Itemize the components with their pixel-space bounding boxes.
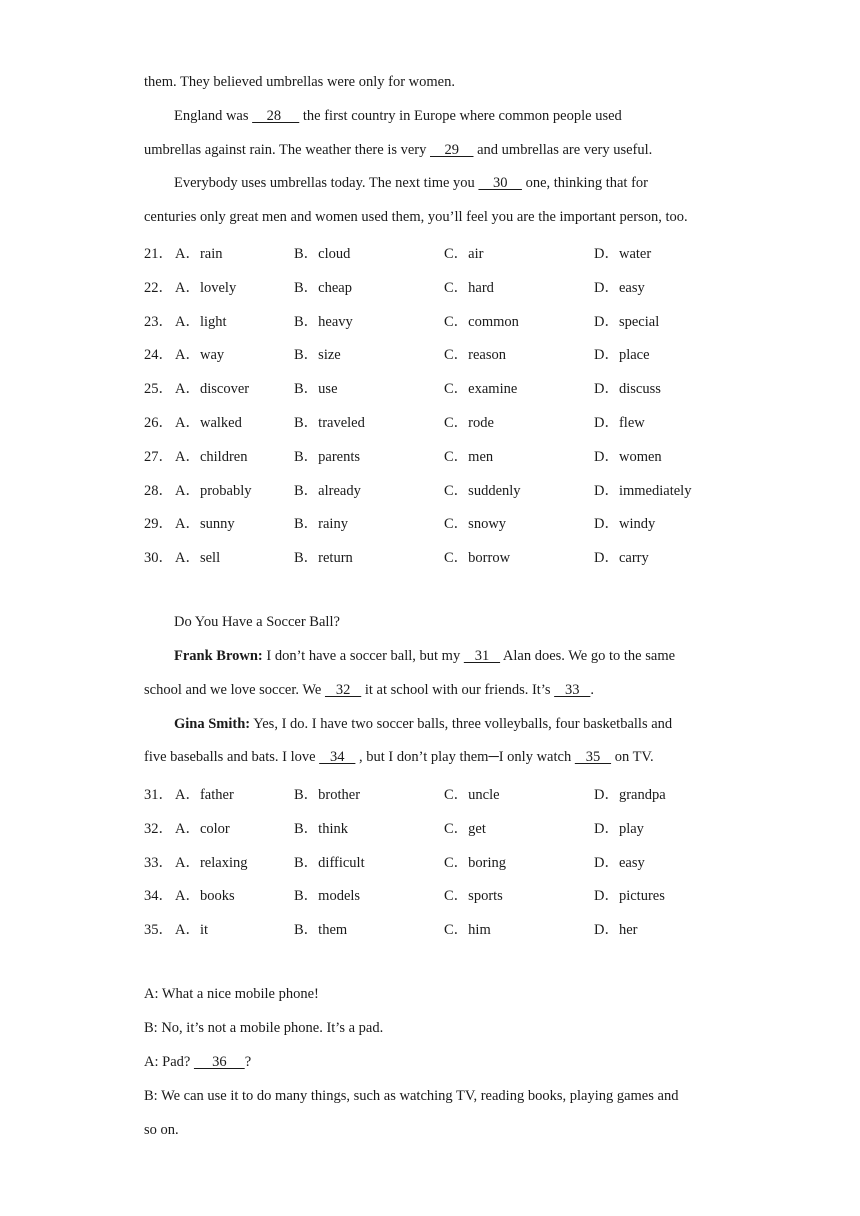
option-c: C．reason bbox=[444, 347, 507, 364]
option-c: C．borrow bbox=[444, 550, 511, 567]
option-d: D．easy bbox=[594, 854, 645, 871]
gina-line1 bbox=[174, 716, 672, 733]
speaker-frank: Frank Brown: bbox=[174, 648, 263, 664]
option-c: C．boring bbox=[444, 854, 507, 871]
option-b: B．models bbox=[294, 888, 361, 905]
option-d: D．grandpa bbox=[594, 787, 666, 803]
question-row bbox=[144, 343, 744, 363]
question-number: 23． bbox=[144, 313, 173, 330]
question-number: 25． bbox=[144, 381, 173, 398]
text: five baseballs and bats. I love bbox=[144, 749, 320, 765]
option-b: B．already bbox=[294, 482, 361, 499]
question-row bbox=[144, 479, 744, 499]
option-a: A．relaxing bbox=[175, 854, 248, 871]
option-c: C．get bbox=[444, 820, 486, 837]
dialogue-line2: B: No, it’s not a mobile phone. It’s a pad. bbox=[144, 1020, 384, 1036]
question-row bbox=[144, 546, 744, 566]
option-d: D．easy bbox=[594, 279, 645, 296]
question-row bbox=[144, 918, 744, 938]
blank-36: 36 bbox=[193, 1054, 245, 1070]
text: ? bbox=[244, 1054, 252, 1070]
text: Yes, I do. I have two soccer balls, three volleyballs, four basketballs and bbox=[250, 716, 673, 732]
option-a: A．children bbox=[175, 448, 248, 465]
option-b: B．cheap bbox=[294, 279, 352, 296]
dialogue-line3 bbox=[144, 1054, 251, 1071]
question-row bbox=[144, 851, 744, 871]
frank-line2 bbox=[144, 682, 594, 699]
blank-28: 28 bbox=[252, 108, 300, 124]
option-d: D．pictures bbox=[594, 888, 665, 905]
option-a: A．father bbox=[175, 787, 234, 803]
option-b: B．parents bbox=[294, 448, 361, 465]
question-row bbox=[144, 377, 744, 397]
text: it at school with our friends. It’s bbox=[361, 682, 555, 698]
question-number: 21． bbox=[144, 246, 173, 262]
option-c: C．hard bbox=[444, 279, 494, 296]
text: . bbox=[590, 682, 594, 698]
passage1-line3 bbox=[144, 142, 652, 159]
option-d: D．carry bbox=[594, 550, 649, 567]
question-number: 28． bbox=[144, 482, 173, 499]
blank-35: 35 bbox=[574, 749, 612, 765]
question-row bbox=[144, 411, 744, 431]
blank-30: 30 bbox=[478, 175, 522, 191]
dialogue-line4: B: We can use it to do many things, such as watching TV, reading books, playing games and bbox=[144, 1088, 679, 1104]
question-row bbox=[144, 512, 744, 532]
option-c: C．air bbox=[444, 246, 484, 262]
question-number: 33． bbox=[144, 854, 173, 871]
question-row bbox=[144, 276, 744, 296]
dialogue-line5: so on. bbox=[144, 1122, 179, 1138]
question-row bbox=[144, 884, 744, 904]
option-a: A．light bbox=[175, 313, 227, 330]
option-d: D．water bbox=[594, 246, 652, 262]
text: school and we love soccer. We bbox=[144, 682, 325, 698]
option-b: B．size bbox=[294, 347, 341, 364]
text: , but I don’t play them─I only watch bbox=[355, 749, 575, 765]
option-a: A．rain bbox=[175, 246, 223, 262]
gina-line2 bbox=[144, 749, 654, 766]
question-number: 26． bbox=[144, 415, 173, 431]
passage2-title: Do You Have a Soccer Ball? bbox=[174, 614, 340, 630]
option-c: C．uncle bbox=[444, 787, 500, 803]
text: one, thinking that for bbox=[521, 175, 648, 191]
text: and umbrellas are very useful. bbox=[473, 142, 653, 158]
option-d: D．place bbox=[594, 347, 650, 364]
question-number: 29． bbox=[144, 516, 173, 533]
option-b: B．them bbox=[294, 922, 348, 939]
text: England was bbox=[174, 108, 253, 124]
option-a: A．color bbox=[175, 820, 230, 837]
option-a: A．way bbox=[175, 347, 225, 364]
text: the first country in Europe where common people used bbox=[299, 108, 622, 124]
question-row bbox=[144, 817, 744, 837]
text: A: Pad? bbox=[144, 1054, 194, 1070]
text: umbrellas against rain. The weather there is very bbox=[144, 142, 430, 158]
option-c: C．suddenly bbox=[444, 482, 521, 499]
option-c: C．rode bbox=[444, 415, 494, 431]
text: on TV. bbox=[611, 749, 654, 765]
option-b: B．return bbox=[294, 550, 353, 567]
option-d: D．play bbox=[594, 820, 644, 837]
question-number: 24． bbox=[144, 347, 173, 364]
option-b: B．rainy bbox=[294, 516, 348, 533]
passage1-line4 bbox=[174, 175, 648, 192]
option-d: D．discuss bbox=[594, 381, 661, 398]
text: I don’t have a soccer ball, but my bbox=[262, 648, 464, 664]
option-d: D．women bbox=[594, 448, 662, 465]
option-a: A．probably bbox=[175, 482, 252, 499]
question-row bbox=[144, 242, 744, 262]
question-row bbox=[144, 783, 744, 803]
option-a: A．books bbox=[175, 888, 235, 905]
option-c: C．sports bbox=[444, 888, 503, 905]
passage1-line2 bbox=[174, 108, 622, 125]
option-c: C．examine bbox=[444, 381, 518, 398]
passage1-line5: centuries only great men and women used them, you’ll feel you are the important person, too. bbox=[144, 209, 688, 225]
dialogue-line1: A: What a nice mobile phone! bbox=[144, 986, 319, 1002]
option-b: B．use bbox=[294, 381, 338, 398]
passage1-line1: them. They believed umbrellas were only for women. bbox=[144, 74, 455, 90]
option-a: A．sell bbox=[175, 550, 221, 567]
blank-29: 29 bbox=[430, 142, 474, 158]
option-c: C．men bbox=[444, 448, 494, 465]
blank-32: 32 bbox=[324, 682, 362, 698]
option-c: C．him bbox=[444, 922, 491, 939]
option-b: B．heavy bbox=[294, 313, 353, 330]
option-b: B．cloud bbox=[294, 246, 351, 262]
text: Alan does. We go to the same bbox=[500, 648, 676, 664]
option-a: A．it bbox=[175, 922, 209, 939]
question-row bbox=[144, 310, 744, 330]
option-d: D．windy bbox=[594, 516, 656, 533]
option-a: A．lovely bbox=[175, 279, 237, 296]
blank-33: 33 bbox=[554, 682, 591, 698]
question-number: 32． bbox=[144, 820, 173, 837]
frank-line1 bbox=[174, 648, 675, 665]
question-row bbox=[144, 445, 744, 465]
text: Everybody uses umbrellas today. The next time you bbox=[174, 175, 479, 191]
option-b: B．traveled bbox=[294, 415, 365, 431]
option-d: D．her bbox=[594, 922, 638, 939]
option-d: D．special bbox=[594, 313, 660, 330]
option-c: C．snowy bbox=[444, 516, 507, 533]
speaker-gina: Gina Smith: bbox=[174, 716, 251, 732]
option-a: A．discover bbox=[175, 381, 250, 398]
question-number: 35． bbox=[144, 922, 173, 939]
question-number: 22． bbox=[144, 279, 173, 296]
option-b: B．think bbox=[294, 820, 348, 837]
option-a: A．walked bbox=[175, 415, 242, 431]
option-c: C．common bbox=[444, 313, 519, 330]
option-d: D．immediately bbox=[594, 482, 692, 499]
option-a: A．sunny bbox=[175, 516, 235, 533]
question-number: 27． bbox=[144, 448, 173, 465]
question-number: 30． bbox=[144, 550, 173, 567]
option-b: B．brother bbox=[294, 787, 361, 803]
question-number: 34． bbox=[144, 888, 173, 905]
option-d: D．flew bbox=[594, 415, 645, 431]
question-number: 31． bbox=[144, 787, 173, 803]
option-b: B．difficult bbox=[294, 854, 365, 871]
blank-31: 31 bbox=[463, 648, 501, 664]
blank-34: 34 bbox=[319, 749, 356, 765]
